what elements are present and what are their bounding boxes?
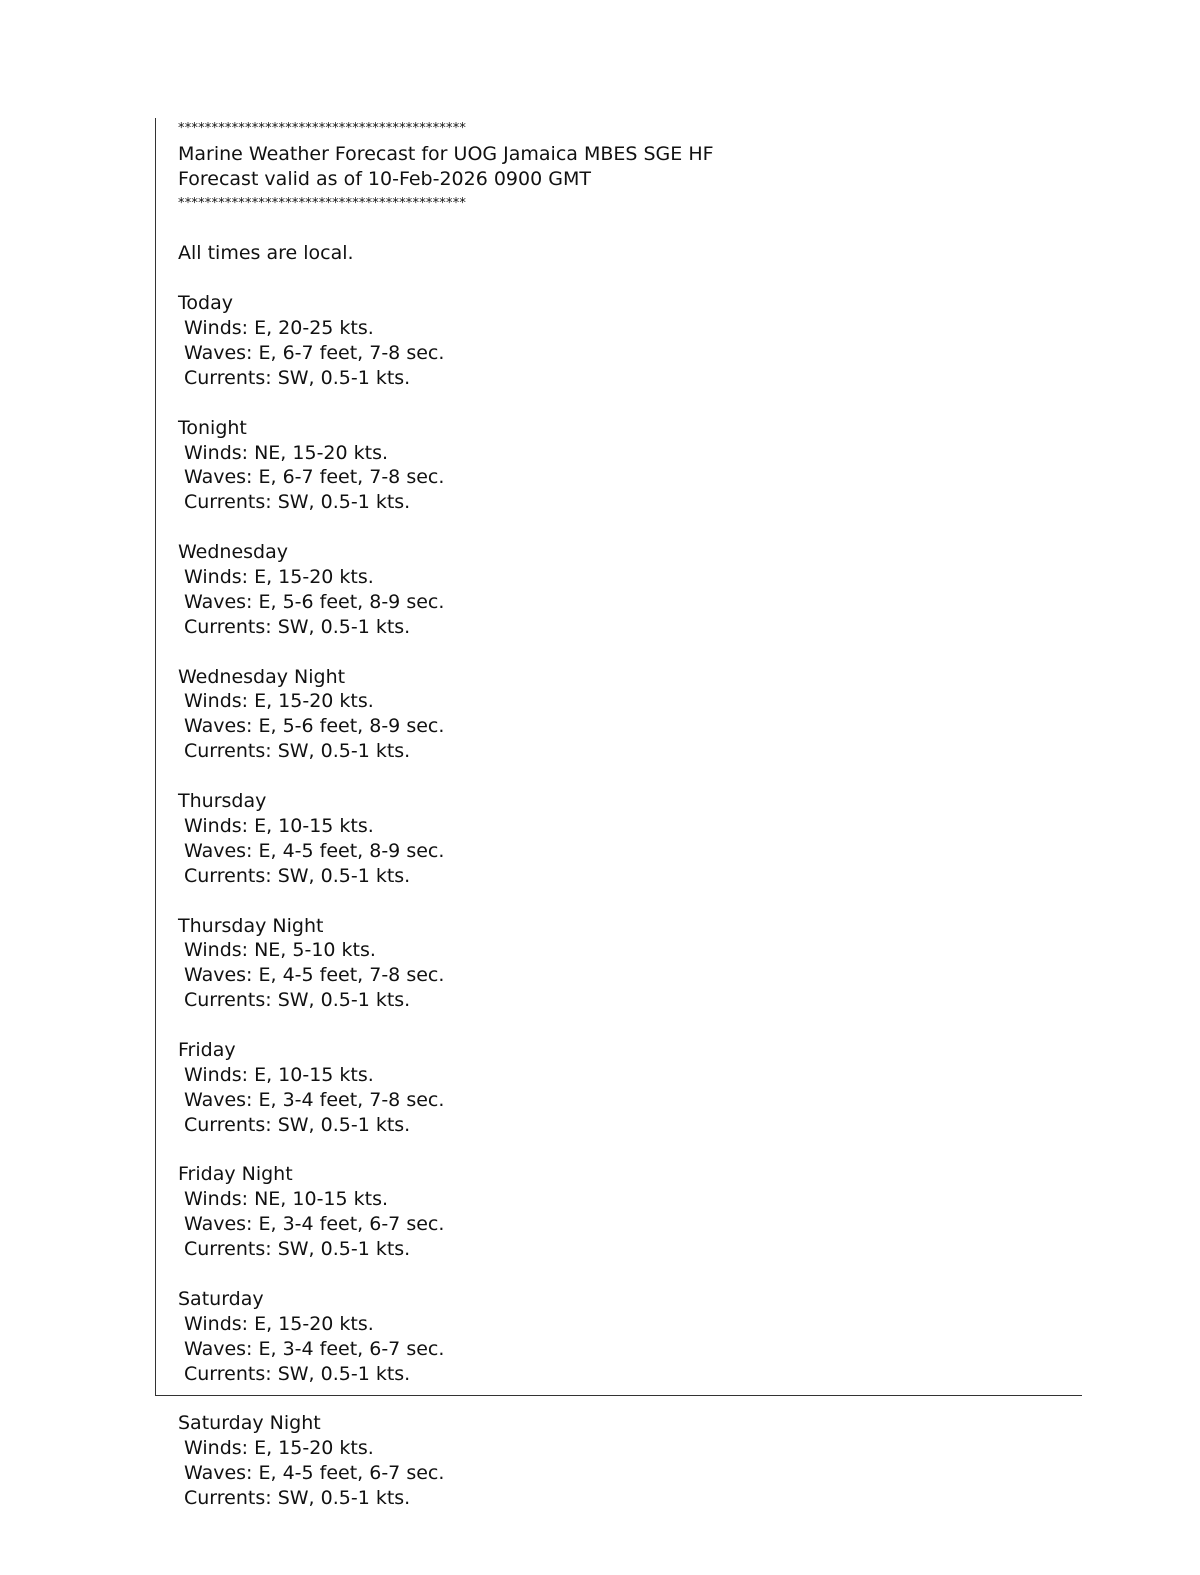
forecast-period	[178, 1038, 1078, 1162]
period-currents: Currents: SW, 0.5-1 kts.	[184, 615, 411, 638]
period-currents: Currents: SW, 0.5-1 kts.	[184, 740, 411, 763]
period-name: Wednesday	[178, 541, 289, 564]
period-waves: Waves: E, 6-7 feet, 7-8 sec.	[184, 342, 445, 365]
period-currents: Currents: SW, 0.5-1 kts.	[184, 864, 411, 887]
spacer	[178, 1262, 1078, 1287]
period-waves: Waves: E, 3-4 feet, 6-7 sec.	[184, 1337, 445, 1360]
period-waves: Waves: E, 6-7 feet, 7-8 sec.	[184, 466, 445, 489]
period-waves: Waves: E, 5-6 feet, 8-9 sec.	[184, 590, 445, 613]
forecast-period	[178, 1411, 1078, 1511]
spacer	[178, 391, 1078, 416]
forecast-period	[178, 1287, 1078, 1411]
forecast-periods	[178, 291, 1078, 1511]
period-name: Today	[178, 292, 233, 315]
spacer	[178, 217, 1078, 242]
forecast-period	[178, 789, 1078, 913]
period-name: Thursday	[178, 790, 267, 813]
period-name: Friday Night	[178, 1163, 293, 1186]
period-name: Saturday	[178, 1287, 264, 1310]
spacer	[178, 1013, 1078, 1038]
period-winds: Winds: E, 15-20 kts.	[184, 566, 374, 589]
period-winds: Winds: NE, 5-10 kts.	[184, 939, 376, 962]
spacer	[178, 1386, 1078, 1411]
spacer	[178, 889, 1078, 914]
period-currents: Currents: SW, 0.5-1 kts.	[184, 1486, 411, 1509]
forecast-period	[178, 291, 1078, 415]
period-winds: Winds: E, 15-20 kts.	[184, 1437, 374, 1460]
period-name: Friday	[178, 1038, 236, 1061]
period-currents: Currents: SW, 0.5-1 kts.	[184, 366, 411, 389]
period-waves: Waves: E, 4-5 feet, 8-9 sec.	[184, 839, 445, 862]
spacer	[178, 764, 1078, 789]
times-note: All times are local.	[178, 242, 354, 265]
period-winds: Winds: E, 15-20 kts.	[184, 690, 374, 713]
period-waves: Waves: E, 4-5 feet, 6-7 sec.	[184, 1462, 445, 1485]
period-currents: Currents: SW, 0.5-1 kts.	[184, 491, 411, 514]
forecast-period	[178, 416, 1078, 540]
period-name: Wednesday Night	[178, 665, 346, 688]
spacer	[178, 640, 1078, 665]
period-name: Thursday Night	[178, 914, 324, 937]
period-currents: Currents: SW, 0.5-1 kts.	[184, 1113, 411, 1136]
period-winds: Winds: NE, 10-15 kts.	[184, 1188, 389, 1211]
forecast-period	[178, 540, 1078, 664]
period-waves: Waves: E, 3-4 feet, 6-7 sec.	[184, 1213, 445, 1236]
period-currents: Currents: SW, 0.5-1 kts.	[184, 1362, 411, 1385]
header-stars-bottom: *******************************************	[178, 195, 467, 211]
period-waves: Waves: E, 4-5 feet, 7-8 sec.	[184, 964, 445, 987]
forecast-period	[178, 665, 1078, 789]
forecast-period	[178, 914, 1078, 1038]
period-currents: Currents: SW, 0.5-1 kts.	[184, 1238, 411, 1261]
left-margin-rule	[155, 118, 156, 1396]
forecast-valid-time: Forecast valid as of 10-Feb-2026 0900 GMT	[178, 167, 591, 190]
spacer	[178, 1138, 1078, 1163]
period-winds: Winds: E, 10-15 kts.	[184, 814, 374, 837]
period-winds: Winds: E, 20-25 kts.	[184, 317, 374, 340]
period-winds: Winds: E, 15-20 kts.	[184, 1312, 374, 1335]
period-name: Tonight	[178, 416, 247, 439]
forecast-period	[178, 1162, 1078, 1286]
period-winds: Winds: NE, 15-20 kts.	[184, 441, 389, 464]
spacer	[178, 515, 1078, 540]
period-waves: Waves: E, 5-6 feet, 8-9 sec.	[184, 715, 445, 738]
period-winds: Winds: E, 10-15 kts.	[184, 1063, 374, 1086]
forecast-title: Marine Weather Forecast for UOG Jamaica MBES SGE HF	[178, 142, 714, 165]
spacer	[178, 266, 1078, 291]
period-currents: Currents: SW, 0.5-1 kts.	[184, 989, 411, 1012]
period-waves: Waves: E, 3-4 feet, 7-8 sec.	[184, 1088, 445, 1111]
period-name: Saturday Night	[178, 1412, 321, 1435]
forecast-document	[178, 117, 1078, 1511]
header-stars-top: *******************************************	[178, 121, 467, 136]
